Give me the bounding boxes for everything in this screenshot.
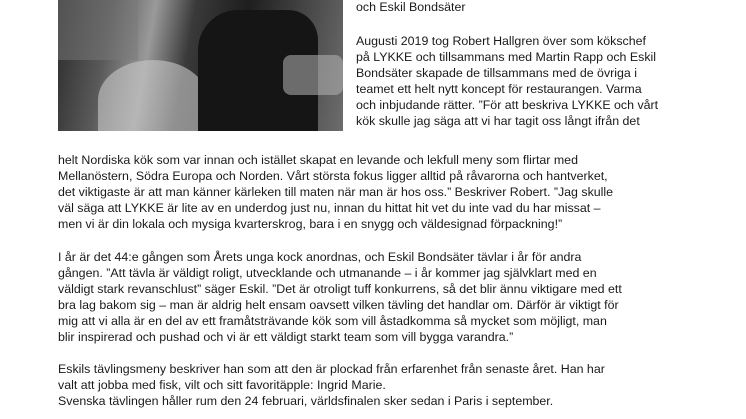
paragraph-1: helt Nordiska kök som var innan och istället skapat en levande och lekfull meny som flirtar med Mellanöstern, Södra Europa och Norden. Vårt största fokus ligger alltid på råvarorna och hantverket, det viktigaste är att man känner kärleken till maten när man är hos oss.” Beskriver Robert. ”Jag skulle väl säga att LYKKE är lite av en underdog just nu, innan du hittat hit vet du inte vad du har missat – men vi är din lokala och mysiga kvarterskrog, bara i en snygg och väldesignad förpackning!” — [58, 153, 614, 231]
paragraph-3: Eskils tävlingsmeny beskriver han som att den är plockad från erfarenhet från senaste året. Han har valt att jobba med fisk, vilt och sitt favoritäpple: Ingrid Marie. Svenska tävlingen håller rum den 24 februari, världsfinalen sker sedan i Paris i september. — [58, 362, 605, 408]
intro-paragraph: Augusti 2019 tog Robert Hallgren över som kökschef på LYKKE och tillsammans med Martin Rapp och Eskil Bondsäter skapade de tillsammans med de övriga i teamet ett helt nytt koncept för restaurangen. Varma och inbjudande rätter. ”För att beskriva LYKKE och vårt kök skulle jag säga att vi har tagit oss långt ifrån det — [356, 34, 659, 128]
chef-photo — [58, 0, 343, 131]
paragraph-2: I år är det 44:e gången som Årets unga kock anordnas, och Eskil Bondsäter tävlar i år för andra gången. ”Att tävla är väldigt roligt, utvecklande och utmanande – i år kommer jag självklart med en väldigt stark revanschlust” säger Eskil. ”Det är otroligt tuff konkurrens, så det blir ännu viktigare med ett bra lag bakom sig – man är aldrig helt ensam oavsett vilken tävling det handlar om. Därför är viktigt för mig att vi alla är en del av ett framåtsträvande kök som vill åstadkomma så mycket som möjligt, man blir inspirerad och pushad och vi är ett väldigt starkt team som vill bygga varandra.” — [58, 250, 622, 344]
top-right-line: och Eskil Bondsäter — [356, 0, 466, 14]
